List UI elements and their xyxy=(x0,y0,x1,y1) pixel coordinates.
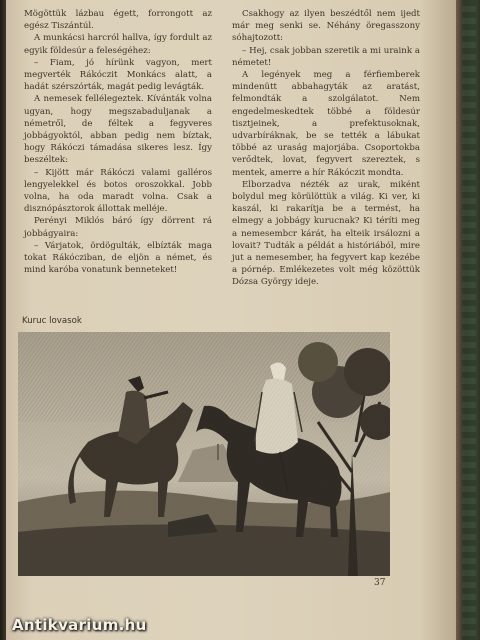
illustration-caption: Kuruc lovasok xyxy=(22,316,82,326)
engraving-drawing xyxy=(18,332,390,576)
illustration-horsemen xyxy=(18,332,390,576)
paragraph: Csakhogy az ilyen beszédtől nem ijedt már meg senki se. Néhány öregasszony sóhajtozott: xyxy=(232,9,420,44)
paragraph: – Hej, csak jobban szeretik a mi uraink a németet! xyxy=(232,45,420,68)
text-column-left xyxy=(24,8,212,276)
watermark-logo: Antikvarium.hu xyxy=(12,616,147,634)
paragraph: A nemesek fellélegeztek. Kívánták volna ugyan, hogy megszabaduljanak a németről, de féltek a fegyveres jobbágyoktól, abban pedig nem bíztak, hogy Rákóczi támadása sikeres lesz. Így beszéltek: xyxy=(24,94,212,166)
paragraph: – Kijött már Rákóczi valami galléros lengyelekkel és botos oroszokkal. Jobb volna, ha oda maradt volna. Csak a disznópásztorok állottak melléje. xyxy=(24,167,212,215)
paragraph: Elborzadva nézték az urak, miként bolydul meg körülöttük a világ. Ki ver, ki kaszál, ki rakarítja be a termést, ha elmegy a jobbágy kurucnak? Ki téríti meg a nemesembcr kárát, ha elteik irsálozni a lovait? Tudták a példát a históriából, mire jut a nemesember, ha fegyvert kap kezébe a pórnép. Emlékezetes volt még közöttük Dózsa György ideje. xyxy=(232,179,420,288)
page-number: 37 xyxy=(374,578,386,588)
paragraph: – Fiam, jó hírünk vagyon, mert megverték Rákóczit Monkács alatt, a hadát szérszórták, magát pedig levágták. xyxy=(24,57,212,93)
paragraph: A munkácsi harcról hallva, így fordult az egyik földesúr a feleségéhez: xyxy=(24,33,212,56)
paragraph: A legények meg a férfiemberek mindenütt abbahagyták az aratást, felmondták a szolgálatot. Nem engedelmeskedtek többé a földesúr tisztjeinek, a prefektusoknak, udvarbíráknak, be se tették a lábukat többé az uraság majorjába. Csoportokba verődtek, lovat, fegyvert szereztek, s mentek, amerre a hír Rákóczit mondta. xyxy=(232,70,420,178)
text-column-right xyxy=(232,8,420,289)
paragraph: – Várjatok, ördögulták, elbízták maga tokat Rákócziban, de eljön a német, és mind karóba vonatunk benneteket! xyxy=(24,240,212,276)
paragraph: Perényi Miklós báró így dörrent rá jobbágyaira: xyxy=(24,216,212,239)
book-page xyxy=(6,0,456,640)
paragraph: Mögöttük lázbau égett, forrongott az egész Tiszántúl. xyxy=(24,9,212,32)
book-edge-cloth xyxy=(462,0,476,640)
